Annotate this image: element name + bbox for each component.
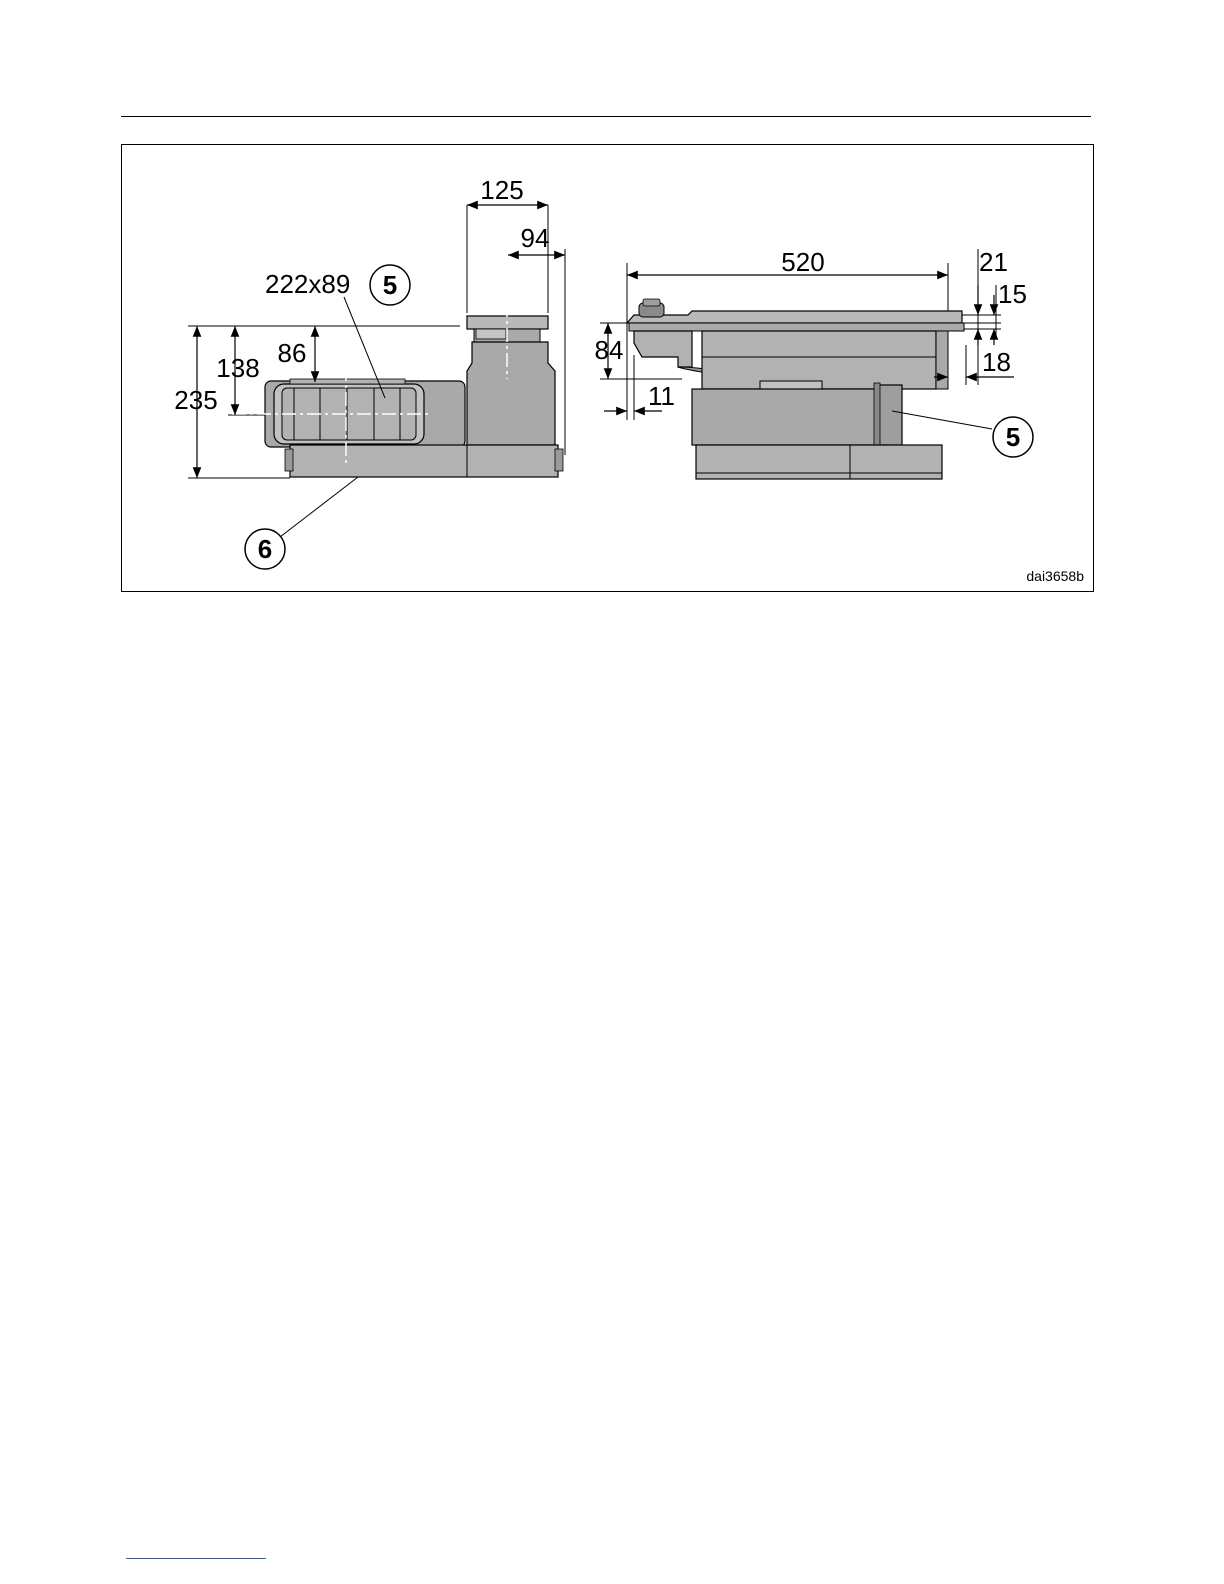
figure-id: dai3658b (1026, 568, 1084, 584)
dim-125-label: 125 (480, 175, 524, 205)
technical-drawing-figure (121, 144, 1094, 592)
dim-86-label: 86 (277, 338, 307, 368)
callout-6: 6 (257, 534, 273, 564)
callout-5-right: 5 (1005, 422, 1021, 452)
header-rule (121, 116, 1091, 117)
right-view (595, 247, 1033, 479)
dim-18-label: 18 (982, 347, 1011, 377)
dim-520-label: 520 (781, 247, 825, 277)
dim-11-label: 11 (648, 381, 675, 411)
dim-94-label: 94 (520, 223, 550, 253)
callout-5-left: 5 (382, 270, 398, 300)
footer-link-underline (126, 1558, 266, 1559)
dim-138-label: 138 (216, 353, 260, 383)
dim-21-label: 21 (979, 247, 1008, 277)
dim-235-label: 235 (174, 385, 218, 415)
left-view (174, 175, 565, 569)
dim-15-label: 15 (998, 279, 1027, 309)
dim-84-label: 84 (594, 335, 624, 365)
dimension-drawing (122, 145, 1094, 592)
dim-opening-label: 222x89 (265, 269, 351, 299)
